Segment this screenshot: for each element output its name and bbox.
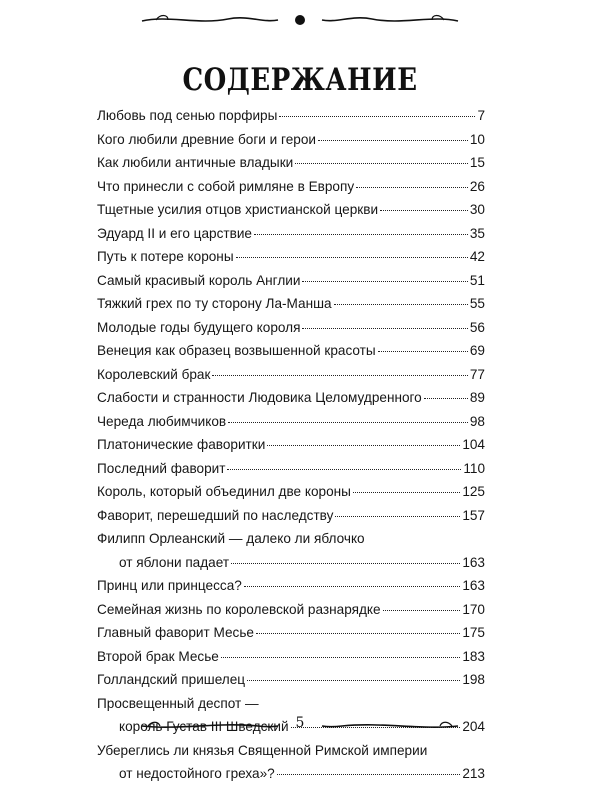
toc-page-number: 175 (462, 625, 485, 640)
toc-entry-title: Слабости и странности Людовика Целомудренного (97, 390, 422, 405)
toc-page-number: 125 (462, 484, 485, 499)
toc-entry-title: Королевский брак (97, 366, 211, 382)
toc-page-number: 7 (477, 108, 485, 123)
dot-leader (254, 234, 468, 235)
toc-entry (97, 433, 485, 457)
toc-entry-title: Король, который объединил две короны (97, 484, 351, 499)
toc-entry (97, 551, 485, 575)
toc-page-number: 213 (462, 766, 485, 781)
toc-entry (97, 668, 485, 692)
toc-entry (97, 245, 485, 269)
dot-leader (231, 563, 460, 564)
dot-leader (302, 328, 467, 329)
toc-page-number: 77 (469, 366, 485, 382)
toc-page-number: 157 (462, 507, 485, 523)
toc-entry-title: Череда любимчиков (97, 413, 227, 429)
dot-leader (212, 375, 467, 376)
toc-entry-title: Тяжкий грех по ту сторону Ла-Манша (97, 296, 332, 311)
toc-page-number: 198 (462, 672, 485, 687)
toc-entry-title: Второй брак Месье (97, 648, 219, 664)
dot-leader (334, 304, 468, 305)
dot-leader (247, 680, 460, 681)
dot-leader (380, 210, 468, 211)
toc-entry (97, 104, 485, 128)
toc-entry (97, 151, 485, 175)
toc-page-number: 15 (469, 155, 485, 170)
dot-leader (424, 398, 468, 399)
toc-page-number: 183 (462, 648, 485, 664)
toc-entry-title: от недостойного греха»? (119, 766, 275, 781)
dot-leader (267, 445, 460, 446)
dot-leader (236, 257, 468, 258)
toc-page-number: 163 (462, 578, 485, 593)
toc-entry (97, 645, 485, 669)
dot-leader (221, 657, 460, 658)
dot-leader (295, 163, 468, 164)
toc-page-number: 10 (469, 131, 485, 147)
dot-leader (383, 610, 461, 611)
toc-entry-title: Что принесли с собой римляне в Европу (97, 178, 355, 194)
toc-entry-title: Филипп Орлеанский — далеко ли яблочко (97, 531, 365, 546)
toc-entry-title: Семейная жизнь по королевской разнарядке (97, 601, 381, 617)
toc-page-number: 30 (469, 202, 485, 217)
toc-entry (97, 574, 485, 598)
toc-entry (97, 527, 485, 551)
toc-page-number: 51 (469, 272, 485, 288)
toc-entry (97, 598, 485, 622)
toc-page-number: 35 (469, 225, 485, 241)
toc-entry-title: Самый красивый король Англии (97, 272, 301, 288)
toc-entry (97, 128, 485, 152)
toc-entry-title: от яблони падает (119, 554, 230, 570)
dot-leader (356, 187, 468, 188)
toc-page-number: 56 (469, 319, 485, 335)
toc-entry-title: Последний фаворит (97, 460, 226, 476)
toc-entry-title: Главный фаворит Месье (97, 625, 254, 640)
toc-entry (97, 410, 485, 434)
toc-entry (97, 339, 485, 363)
dot-leader (302, 281, 467, 282)
toc-entry-title: Фаворит, перешедший по наследству (97, 507, 334, 523)
toc-entry-title: Платонические фаворитки (97, 437, 266, 452)
toc-entry-title: Любовь под сенью порфиры (97, 108, 278, 123)
toc-entry (97, 316, 485, 340)
toc-entry-title: Принц или принцесса? (97, 578, 242, 593)
toc-page-number: 69 (469, 343, 485, 358)
dot-leader (277, 774, 461, 775)
table-of-contents (97, 104, 485, 786)
toc-entry (97, 175, 485, 199)
toc-entry-title: король Густав III Шведский (119, 719, 289, 734)
toc-entry-title: Кого любили древние боги и герои (97, 131, 316, 147)
toc-entry-title: Просвещенный деспот — (97, 695, 259, 711)
toc-entry (97, 621, 485, 645)
toc-entry (97, 762, 485, 786)
dot-leader (279, 116, 475, 117)
toc-entry (97, 222, 485, 246)
toc-entry (97, 692, 485, 716)
dot-leader (228, 422, 468, 423)
dot-leader (256, 633, 460, 634)
toc-entry (97, 504, 485, 528)
toc-entry (97, 457, 485, 481)
toc-entry-title: Эдуард II и его царствие (97, 225, 252, 241)
toc-entry (97, 198, 485, 222)
toc-entry-title: Венеция как образец возвышенной красоты (97, 343, 376, 358)
toc-entry (97, 386, 485, 410)
toc-entry-title: Путь к потере короны (97, 249, 234, 264)
toc-entry (97, 363, 485, 387)
toc-entry (97, 269, 485, 293)
dot-leader (227, 469, 461, 470)
dot-leader (378, 351, 468, 352)
dot-leader (335, 516, 460, 517)
toc-entry-title: Голландский пришелец (97, 672, 246, 687)
toc-entry-title: Тщетные усилия отцов христианской церкви (97, 202, 379, 217)
toc-page-number: 110 (463, 460, 485, 476)
toc-page-number: 104 (462, 437, 485, 452)
toc-entry (97, 292, 485, 316)
dot-leader (318, 140, 468, 141)
toc-page-number: 98 (469, 413, 485, 429)
toc-page-number: 163 (462, 554, 485, 570)
toc-page-number: 204 (462, 719, 485, 734)
toc-entry (97, 480, 485, 504)
toc-entry-title: Молодые годы будущего короля (97, 319, 301, 335)
page-title: СОДЕРЖАНИЕ (182, 63, 418, 99)
page-number: 5 (295, 715, 305, 731)
toc-page-number: 170 (462, 601, 485, 617)
toc-entry (97, 739, 485, 763)
dot-leader (244, 586, 460, 587)
toc-page-number: 42 (469, 249, 485, 264)
toc-entry-title: Уберeглись ли князья Священной Римской империи (97, 742, 428, 758)
toc-page-number: 26 (469, 178, 485, 194)
toc-page-number: 89 (469, 390, 485, 405)
toc-page-number: 55 (469, 296, 485, 311)
toc-entry-title: Как любили античные владыки (97, 155, 294, 170)
top-ornament (138, 12, 462, 28)
dot-leader (353, 492, 460, 493)
